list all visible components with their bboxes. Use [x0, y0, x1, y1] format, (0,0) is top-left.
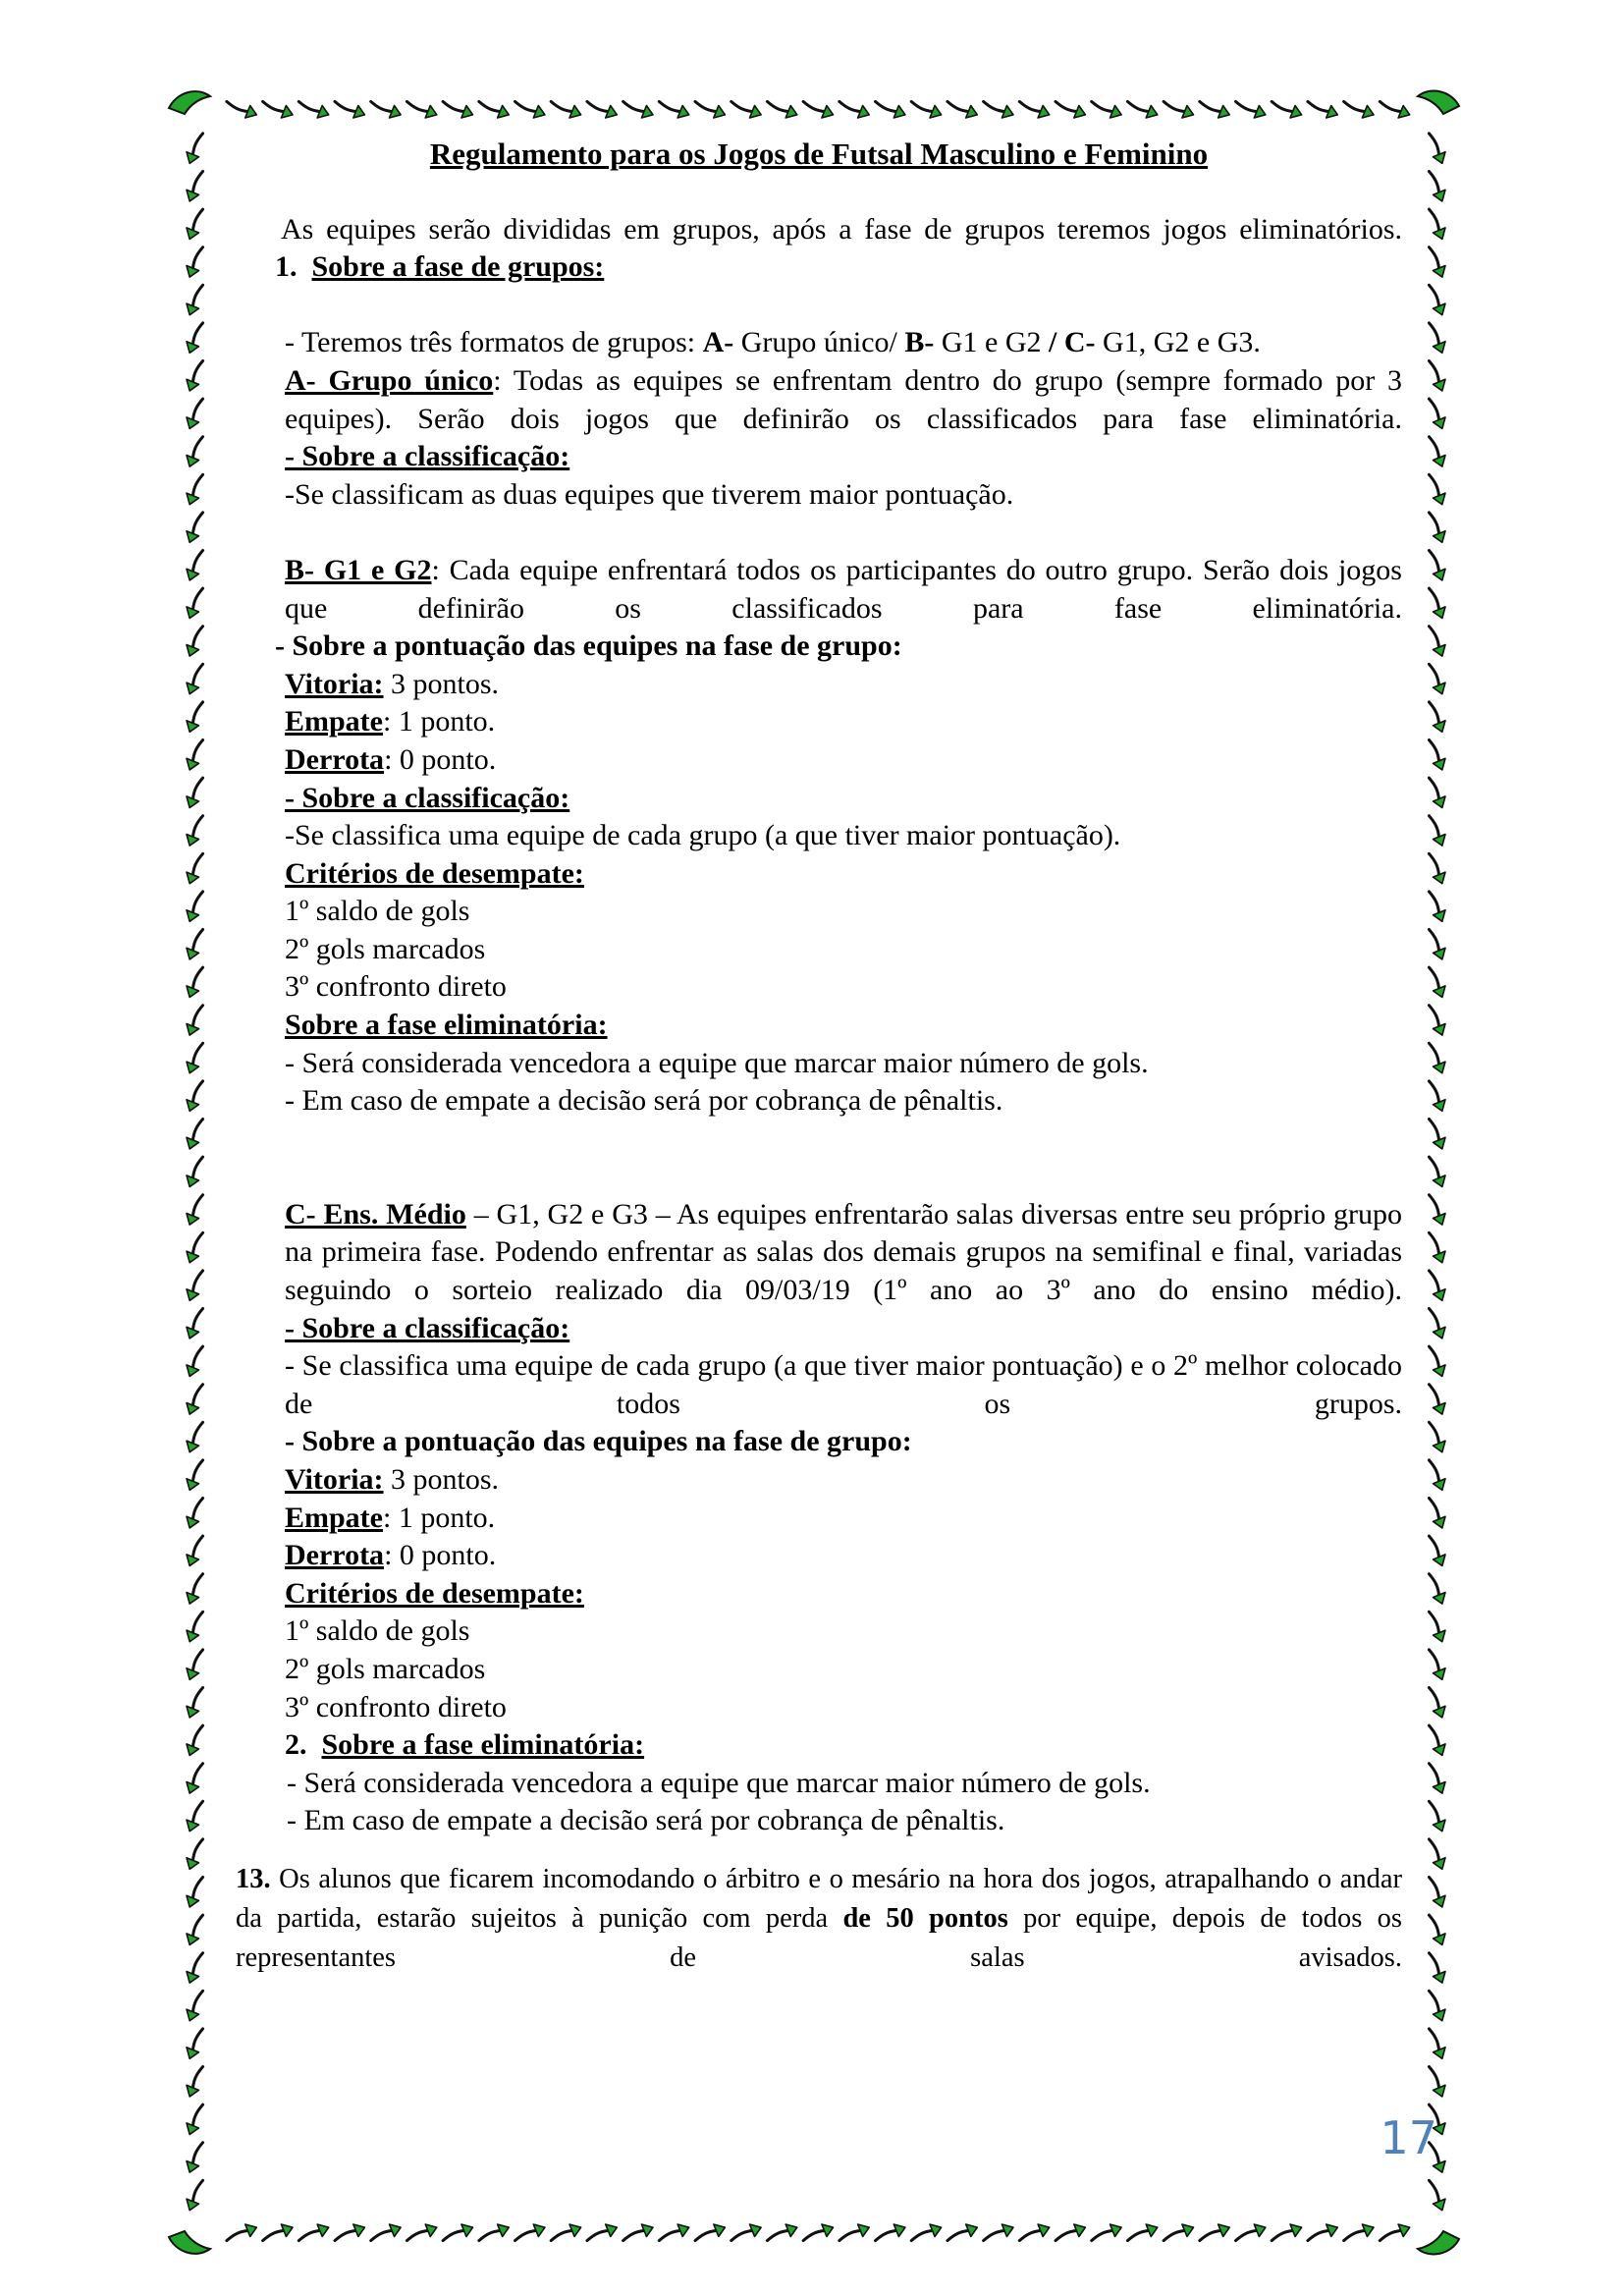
arrow-leaf-icon — [767, 2219, 796, 2249]
arrow-leaf-icon — [182, 1081, 211, 1111]
arrow-leaf-icon — [182, 816, 211, 846]
arrow-leaf-icon — [182, 664, 211, 693]
arrow-leaf-icon — [406, 2219, 436, 2249]
arrow-leaf-icon — [1421, 627, 1450, 656]
arrow-leaf-icon — [182, 1725, 211, 1755]
arrow-leaf-icon — [1421, 323, 1450, 353]
arrow-leaf-icon — [1421, 1309, 1450, 1339]
arrow-leaf-icon — [1421, 399, 1450, 428]
arrow-leaf-icon — [1092, 93, 1121, 123]
arrow-leaf-icon — [1164, 93, 1193, 123]
arrow-leaf-icon — [803, 2219, 833, 2249]
format-a-classification-heading: - Sobre a classificação: — [285, 440, 570, 473]
arrow-leaf-icon — [1019, 93, 1049, 123]
arrow-leaf-icon — [182, 1650, 211, 1679]
arrow-leaf-icon — [182, 2105, 211, 2134]
arrow-leaf-icon — [839, 93, 869, 123]
arrow-leaf-icon — [182, 247, 211, 277]
arrow-leaf-icon — [335, 2219, 364, 2249]
format-c-paragraph: C- Ens. Médio – G1, G2 e G3 – As equipes enfrentarão salas diversas entre seu próprio grupo na primeira fase. Podendo enfrentar as salas dos demais grupos na semifinal e final, variadas seguindo o sorteio realizado dia 09/03/19 (1º ano ao 3º ano do ensino médio). — [285, 1197, 1402, 1307]
arrow-leaf-icon — [1421, 1385, 1450, 1414]
arrow-leaf-icon — [623, 2219, 653, 2249]
group-formats-line: - Teremos três formatos de grupos: A- Grupo único/ B- G1 e G2 / C- G1, G2 e G3. — [285, 326, 1261, 359]
arrow-leaf-icon — [1421, 1120, 1450, 1149]
format-c-points-heading: - Sobre a pontuação das equipes na fase de grupo: — [285, 1425, 912, 1458]
arrow-leaf-icon — [984, 2219, 1013, 2249]
arrow-leaf-icon — [182, 1801, 211, 1831]
document-body — [236, 136, 1402, 1978]
arrow-leaf-icon — [182, 134, 211, 163]
arrow-leaf-icon — [1056, 93, 1085, 123]
arrow-leaf-icon — [1421, 1574, 1450, 1604]
format-b-points-heading: - Sobre a pontuação das equipes na fase de grupo: — [275, 629, 902, 663]
arrow-leaf-icon — [731, 93, 761, 123]
arrow-leaf-icon — [1092, 2219, 1121, 2249]
arrow-leaf-icon — [479, 93, 509, 123]
document-title: Regulamento para os Jogos de Futsal Masculino e Feminino — [429, 137, 1209, 171]
arrow-leaf-icon — [182, 1915, 211, 1944]
arrow-leaf-icon — [1421, 740, 1450, 770]
arrow-leaf-icon — [182, 892, 211, 921]
arrow-leaf-icon — [182, 437, 211, 466]
arrow-leaf-icon — [371, 2219, 401, 2249]
arrow-leaf-icon — [695, 2219, 725, 2249]
arrow-leaf-icon — [1421, 551, 1450, 580]
format-c-classification-heading: - Sobre a classificação: — [285, 1311, 570, 1344]
arrow-leaf-icon — [1056, 2219, 1085, 2249]
arrow-leaf-icon — [1421, 1801, 1450, 1831]
arrow-leaf-icon — [182, 588, 211, 618]
arrow-leaf-icon — [182, 1385, 211, 1414]
arrow-leaf-icon — [1421, 513, 1450, 542]
arrow-leaf-icon — [911, 93, 941, 123]
arrow-leaf-icon — [182, 967, 211, 997]
format-b-paragraph: B- G1 e G2: Cada equipe enfrentará todos os participantes do outro grupo. Serão dois jogos que definirão os classificados para fase eliminatória. — [285, 553, 1402, 625]
list-item: 2º gols marcados — [285, 932, 486, 965]
arrow-leaf-icon — [182, 1878, 211, 1907]
arrow-leaf-icon — [1421, 285, 1450, 314]
arrow-leaf-icon — [1421, 930, 1450, 959]
arrow-leaf-icon — [1421, 1422, 1450, 1451]
arrow-leaf-icon — [1421, 1536, 1450, 1565]
arrow-leaf-icon — [1421, 1157, 1450, 1186]
arrow-leaf-icon — [1421, 474, 1450, 504]
arrow-leaf-icon — [1421, 1953, 1450, 1983]
format-b-derrota: Derrota: 0 ponto. — [285, 742, 497, 776]
arrow-leaf-icon — [1272, 93, 1301, 123]
arrow-leaf-icon — [1421, 1650, 1450, 1679]
arrow-leaf-icon — [182, 2143, 211, 2172]
arrow-leaf-icon — [182, 1499, 211, 1528]
arrow-leaf-icon — [1421, 1232, 1450, 1262]
format-b-criteria-heading: Critérios de desempate: — [285, 856, 584, 890]
arrow-leaf-icon — [1421, 1612, 1450, 1641]
arrow-leaf-icon — [182, 1612, 211, 1641]
arrow-leaf-icon — [263, 93, 293, 123]
arrow-leaf-icon — [1380, 2219, 1409, 2249]
format-c-empate: Empate: 1 ponto. — [285, 1501, 496, 1534]
arrow-leaf-icon — [182, 1309, 211, 1339]
arrow-leaf-icon — [947, 93, 977, 123]
arrow-leaf-icon — [182, 2180, 211, 2210]
arrow-leaf-icon — [1421, 2180, 1450, 2210]
arrow-leaf-icon — [515, 2219, 545, 2249]
arrow-leaf-icon — [227, 2219, 256, 2249]
arrow-leaf-icon — [1421, 1043, 1450, 1072]
arrow-leaf-icon — [182, 1271, 211, 1300]
arrow-leaf-icon — [695, 93, 725, 123]
arrow-leaf-icon — [182, 209, 211, 239]
arrow-leaf-icon — [1421, 664, 1450, 693]
arrow-leaf-icon — [182, 1839, 211, 1869]
arrow-leaf-icon — [263, 2219, 293, 2249]
arrow-leaf-icon — [1421, 1499, 1450, 1528]
arrow-leaf-icon — [182, 172, 211, 201]
arrow-leaf-icon — [298, 93, 328, 123]
arrow-leaf-icon — [182, 1953, 211, 1983]
arrow-leaf-icon — [1421, 1915, 1450, 1944]
list-item: 2º gols marcados — [285, 1652, 486, 1685]
arrow-leaf-icon — [182, 1346, 211, 1376]
arrow-leaf-icon — [587, 2219, 617, 2249]
format-b-vitoria: Vitoria: 3 pontos. — [285, 667, 500, 700]
arrow-leaf-icon — [551, 93, 580, 123]
arrow-leaf-icon — [1236, 2219, 1266, 2249]
arrow-leaf-icon — [443, 2219, 472, 2249]
format-b-empate: Empate: 1 ponto. — [285, 705, 496, 738]
arrow-leaf-icon — [1421, 247, 1450, 277]
arrow-leaf-icon — [1421, 702, 1450, 732]
arrow-leaf-icon — [227, 93, 256, 123]
format-c-vitoria: Vitoria: 3 pontos. — [285, 1463, 500, 1496]
arrow-leaf-icon — [1344, 2219, 1374, 2249]
arrow-leaf-icon — [731, 2219, 761, 2249]
arrow-leaf-icon — [876, 2219, 905, 2249]
corner-swirl-icon — [169, 2231, 210, 2254]
arrow-leaf-icon — [182, 1460, 211, 1490]
corner-swirl-icon — [169, 91, 210, 114]
arrow-leaf-icon — [1200, 2219, 1229, 2249]
arrow-leaf-icon — [1421, 816, 1450, 846]
arrow-leaf-icon — [1421, 588, 1450, 618]
arrow-leaf-icon — [182, 474, 211, 504]
format-a-classification-text: -Se classificam as duas equipes que tiverem maior pontuação. — [285, 477, 1014, 511]
arrow-leaf-icon — [406, 93, 436, 123]
arrow-leaf-icon — [947, 2219, 977, 2249]
arrow-leaf-icon — [1421, 1346, 1450, 1376]
arrow-leaf-icon — [1164, 2219, 1193, 2249]
format-c-classification-text: - Se classifica uma equipe de cada grupo (a que tiver maior pontuação) e o 2º melhor colocado de todos os grupos. — [285, 1349, 1402, 1420]
arrow-leaf-icon — [1421, 134, 1450, 163]
arrow-leaf-icon — [182, 1688, 211, 1718]
format-c-derrota: Derrota: 0 ponto. — [285, 1539, 497, 1572]
arrow-leaf-icon — [182, 1574, 211, 1604]
arrow-leaf-icon — [182, 740, 211, 770]
arrow-leaf-icon — [182, 285, 211, 314]
arrow-leaf-icon — [1421, 2067, 1450, 2097]
arrow-leaf-icon — [1421, 1764, 1450, 1793]
arrow-leaf-icon — [182, 853, 211, 883]
arrow-leaf-icon — [335, 93, 364, 123]
arrow-leaf-icon — [182, 1006, 211, 1035]
section-1-heading: 1. Sobre a fase de grupos: — [275, 250, 605, 284]
arrow-leaf-icon — [1200, 93, 1229, 123]
arrow-leaf-icon — [1380, 93, 1409, 123]
list-item: - Em caso de empate a decisão será por cobrança de pênaltis. — [287, 1804, 1005, 1837]
arrow-leaf-icon — [839, 2219, 869, 2249]
arrow-leaf-icon — [1421, 892, 1450, 921]
arrow-leaf-icon — [443, 93, 472, 123]
list-item: - Será considerada vencedora a equipe que marcar maior número de gols. — [285, 1046, 1149, 1079]
format-b-classification-text: -Se classifica uma equipe de cada grupo (a que tiver maior pontuação). — [285, 819, 1121, 852]
arrow-leaf-icon — [876, 93, 905, 123]
arrow-leaf-icon — [1421, 1688, 1450, 1718]
arrow-leaf-icon — [182, 2067, 211, 2097]
arrow-leaf-icon — [803, 93, 833, 123]
arrow-leaf-icon — [182, 702, 211, 732]
arrow-leaf-icon — [182, 2029, 211, 2058]
arrow-leaf-icon — [1421, 1006, 1450, 1035]
arrow-leaf-icon — [182, 323, 211, 353]
list-item: 1º saldo de gols — [285, 895, 470, 928]
arrow-leaf-icon — [182, 361, 211, 391]
list-item: 3º confronto direto — [285, 970, 507, 1004]
arrow-leaf-icon — [1421, 209, 1450, 239]
arrow-leaf-icon — [1421, 1460, 1450, 1490]
format-a-paragraph: A- Grupo único: Todas as equipes se enfrentam dentro do grupo (sempre formado por 3 equipes). Serão dois jogos que definirão os classificados para fase eliminatória. — [285, 363, 1402, 435]
page-number: 17 — [1380, 2111, 1437, 2164]
arrow-leaf-icon — [182, 551, 211, 580]
arrow-leaf-icon — [1019, 2219, 1049, 2249]
arrow-leaf-icon — [1421, 437, 1450, 466]
arrow-leaf-icon — [1421, 967, 1450, 997]
arrow-leaf-icon — [1421, 361, 1450, 391]
arrow-leaf-icon — [1421, 1725, 1450, 1755]
arrow-leaf-icon — [182, 1157, 211, 1186]
arrow-leaf-icon — [182, 1991, 211, 2020]
arrow-leaf-icon — [1421, 1839, 1450, 1869]
arrow-leaf-icon — [1236, 93, 1266, 123]
arrow-leaf-icon — [515, 93, 545, 123]
paragraph-13: 13. Os alunos que ficarem incomodando o árbitro e o mesário na hora dos jogos, atrapalhando o andar da partida, estarão sujeitos à punição com perda de 50 pontos por equipe, depois de todos os representantes de salas avisados. — [236, 1863, 1402, 1973]
arrow-leaf-icon — [1421, 1081, 1450, 1111]
arrow-leaf-icon — [659, 93, 688, 123]
arrow-leaf-icon — [371, 93, 401, 123]
arrow-leaf-icon — [587, 93, 617, 123]
arrow-leaf-icon — [767, 93, 796, 123]
arrow-leaf-icon — [182, 1764, 211, 1793]
arrow-leaf-icon — [984, 93, 1013, 123]
arrow-leaf-icon — [551, 2219, 580, 2249]
arrow-leaf-icon — [623, 93, 653, 123]
arrow-leaf-icon — [1308, 93, 1337, 123]
arrow-leaf-icon — [182, 1043, 211, 1072]
arrow-leaf-icon — [182, 930, 211, 959]
arrow-leaf-icon — [1421, 1878, 1450, 1907]
list-item: 1º saldo de gols — [285, 1614, 470, 1648]
arrow-leaf-icon — [182, 1232, 211, 1262]
arrow-leaf-icon — [182, 513, 211, 542]
arrow-leaf-icon — [1127, 93, 1157, 123]
arrow-leaf-icon — [1272, 2219, 1301, 2249]
corner-swirl-icon — [1418, 91, 1459, 114]
arrow-leaf-icon — [182, 1120, 211, 1149]
corner-swirl-icon — [1418, 2231, 1459, 2254]
arrow-leaf-icon — [659, 2219, 688, 2249]
arrow-leaf-icon — [1421, 2029, 1450, 2058]
format-b-elim-heading: Sobre a fase eliminatória: — [285, 1009, 608, 1042]
intro-paragraph: As equipes serão divididas em grupos, após a fase de grupos teremos jogos eliminatórios. — [281, 212, 1402, 246]
arrow-leaf-icon — [1421, 172, 1450, 201]
list-item: - Em caso de empate a decisão será por cobrança de pênaltis. — [285, 1084, 1003, 1118]
arrow-leaf-icon — [1421, 853, 1450, 883]
format-b-classification-heading: - Sobre a classificação: — [285, 781, 570, 814]
arrow-leaf-icon — [479, 2219, 509, 2249]
arrow-leaf-icon — [911, 2219, 941, 2249]
arrow-leaf-icon — [298, 2219, 328, 2249]
list-item: 3º confronto direto — [285, 1690, 507, 1723]
arrow-leaf-icon — [1421, 1195, 1450, 1225]
arrow-leaf-icon — [182, 399, 211, 428]
arrow-leaf-icon — [182, 778, 211, 807]
arrow-leaf-icon — [182, 627, 211, 656]
arrow-leaf-icon — [1421, 1271, 1450, 1300]
section-2-heading: 2. Sobre a fase eliminatória: — [285, 1728, 645, 1762]
arrow-leaf-icon — [1421, 1991, 1450, 2020]
arrow-leaf-icon — [182, 1422, 211, 1451]
arrow-leaf-icon — [1308, 2219, 1337, 2249]
arrow-leaf-icon — [1421, 778, 1450, 807]
format-c-criteria-heading: Critérios de desempate: — [285, 1576, 584, 1610]
arrow-leaf-icon — [182, 1195, 211, 1225]
arrow-leaf-icon — [1127, 2219, 1157, 2249]
list-item: - Será considerada vencedora a equipe que marcar maior número de gols. — [287, 1766, 1151, 1799]
arrow-leaf-icon — [182, 1536, 211, 1565]
arrow-leaf-icon — [1344, 93, 1374, 123]
